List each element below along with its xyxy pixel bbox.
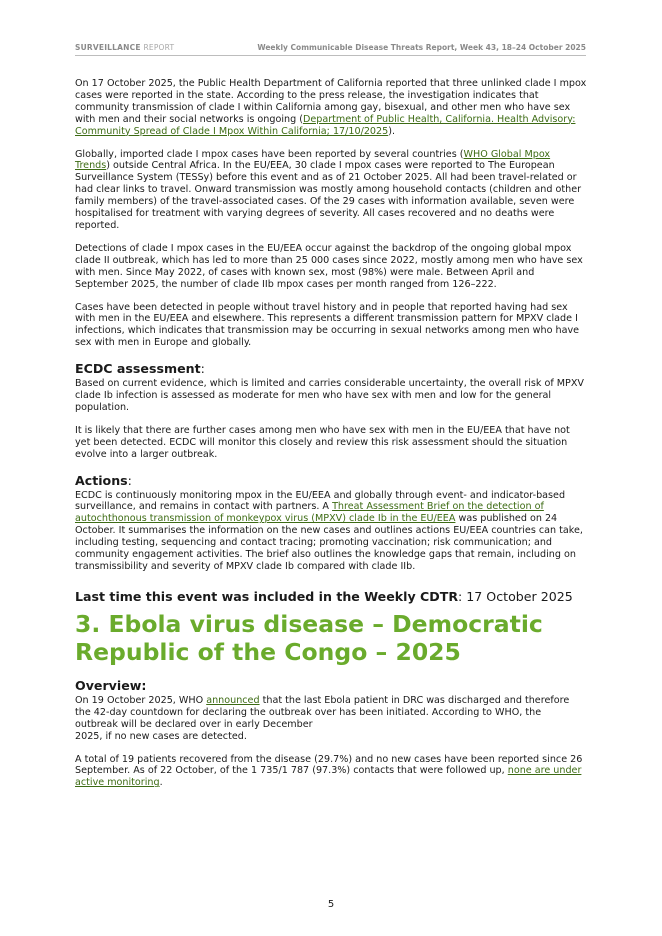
section-3-title: 3. Ebola virus disease – Democratic Republic of the Congo – 2025 xyxy=(75,609,543,666)
ebola-recovery-before: A total of 19 patients recovered from the disease (29.7%) and no new cases have been reported since 26 September. As of 22 October, of the 1 735/1 787 (97.3%) contacts that were followed up, xyxy=(75,753,583,777)
page-number: 5 xyxy=(327,899,335,910)
link-none-under-active-monitoring[interactable]: none are under active monitoring xyxy=(75,765,582,789)
actions-heading-text: Actions xyxy=(75,472,128,488)
running-header xyxy=(75,43,586,56)
ebola-paragraph-before: On 19 October 2025, WHO xyxy=(75,694,207,706)
report-type-light: REPORT xyxy=(143,43,175,52)
actions-paragraph xyxy=(75,490,587,573)
paragraph-clade-ii-backdrop: Detections of clade I mpox cases in the EU/EEA occur against the backdrop of the ongoing global mpox clade II outbreak, which has led to more than 25 000 cases since 2022, mostly among men who have sex with men. Since May 2022, of cases with known sex, most (98%) were male. Between April and September 2025, the number of clade IIb mpox cases per month ranged from 126–222. xyxy=(75,242,583,290)
last-time-label: Last time this event was included in the Weekly CDTR xyxy=(75,588,459,604)
actions-heading-colon: : xyxy=(127,472,132,488)
ebola-paragraph-after: that the last Ebola patient in DRC was discharged and therefore the 42-day countdown for declaring the outbreak over has been initiated. According to WHO, the outbreak will be declared over in early December xyxy=(75,694,570,730)
paragraph-transmission-pattern: Cases have been detected in people without travel history and in people that reported having had sex with men in the EU/EEA and elsewhere. This represents a different transmission pattern for MPXV clade I infections, which indicates that transmission may be occurring in sexual networks among men who have sex with men in Europe and globally. xyxy=(75,301,580,349)
link-who-announced[interactable]: announced xyxy=(206,694,260,706)
paragraph-global-after: ) outside Central Africa. In the EU/EEA, 30 clade I mpox cases were reported to The European Surveillance System (TESSy) before this event and as of 21 October 2025. All had been travel-related or had clear links to travel. Onward transmission was mostly among household contacts (children and other family members) of the travel-associated cases. Of the 29 cases with information available, seven were hospitalised for treatment with varying degrees of severity. All cases recovered and no deaths were reported. xyxy=(75,160,582,231)
report-type-strong: SURVEILLANCE xyxy=(75,43,141,52)
ebola-paragraph-recovery xyxy=(75,754,587,790)
paragraph-california-text: On 17 October 2025, the Public Health Department of California reported that three unlinked clade I mpox cases were reported in the state. According to the press release, the investigation indicates that community transmission of clade I within California among gay, bisexual, and other men who have sex with men and their social networks is ongoing ( xyxy=(75,78,587,125)
ebola-recovery-after: . xyxy=(159,777,163,789)
ebola-paragraph-announcement xyxy=(75,695,587,743)
assessment-paragraph-risk: Based on current evidence, which is limited and carries considerable uncertainty, the overall risk of MPXV clade Ib infection is assessed as moderate for men who have sex with men and low for the general population. xyxy=(75,378,584,413)
main-content xyxy=(75,78,587,800)
assessment-heading xyxy=(75,361,587,376)
link-threat-assessment-brief[interactable]: Threat Assessment Brief on the detection of autochthonous transmission of monkeypox virus (MPXV) clade Ib in the EU/EEA xyxy=(75,501,544,525)
overview-heading: Overview: xyxy=(75,677,147,693)
actions-heading xyxy=(75,473,587,488)
actions-paragraph-before: ECDC is continuously monitoring mpox in the EU/EEA and globally through event- and indicator-based surveillance, and remains in contact with partners. A xyxy=(75,489,566,513)
last-time-date: : 17 October 2025 xyxy=(458,588,573,604)
report-type-label xyxy=(75,43,174,52)
assessment-heading-text: ECDC assessment xyxy=(75,361,201,377)
actions-paragraph-after: was published on 24 October. It summarises the information on the new cases and outlines actions EU/EEA countries can take, including testing, sequencing and contact tracing; promoting vaccination; risk communication; and community engagement activities. The brief also outlines the knowledge gaps that remain, including on transmissibility and severity of MPXV clade Ib compared with clade IIb. xyxy=(75,513,583,572)
last-time-included xyxy=(75,589,587,604)
assessment-paragraph-monitoring: It is likely that there are further cases among men who have sex with men in the EU/EEA that have not yet been detected. ECDC will monitor this closely and review this risk assessment should the situation evolve into a larger outbreak. xyxy=(75,424,570,460)
link-california-health-advisory[interactable]: Department of Public Health, California. Health Advisory: Community Spread of Clade I Mpox Within California; 17/10/2025 xyxy=(75,113,576,137)
link-who-global-mpox-trends[interactable]: WHO Global Mpox Trends xyxy=(75,148,551,172)
report-title: Weekly Communicable Disease Threats Report, Week 43, 18–24 October 2025 xyxy=(257,43,586,52)
paragraph-global-before: Globally, imported clade I mpox cases have been reported by several countries ( xyxy=(75,148,464,160)
ebola-paragraph-line2: 2025, if no new cases are detected. xyxy=(75,730,247,742)
assessment-heading-colon: : xyxy=(200,361,205,377)
paragraph-california xyxy=(75,78,587,138)
paragraph-global xyxy=(75,149,587,232)
paragraph-california-after: ). xyxy=(388,125,396,137)
